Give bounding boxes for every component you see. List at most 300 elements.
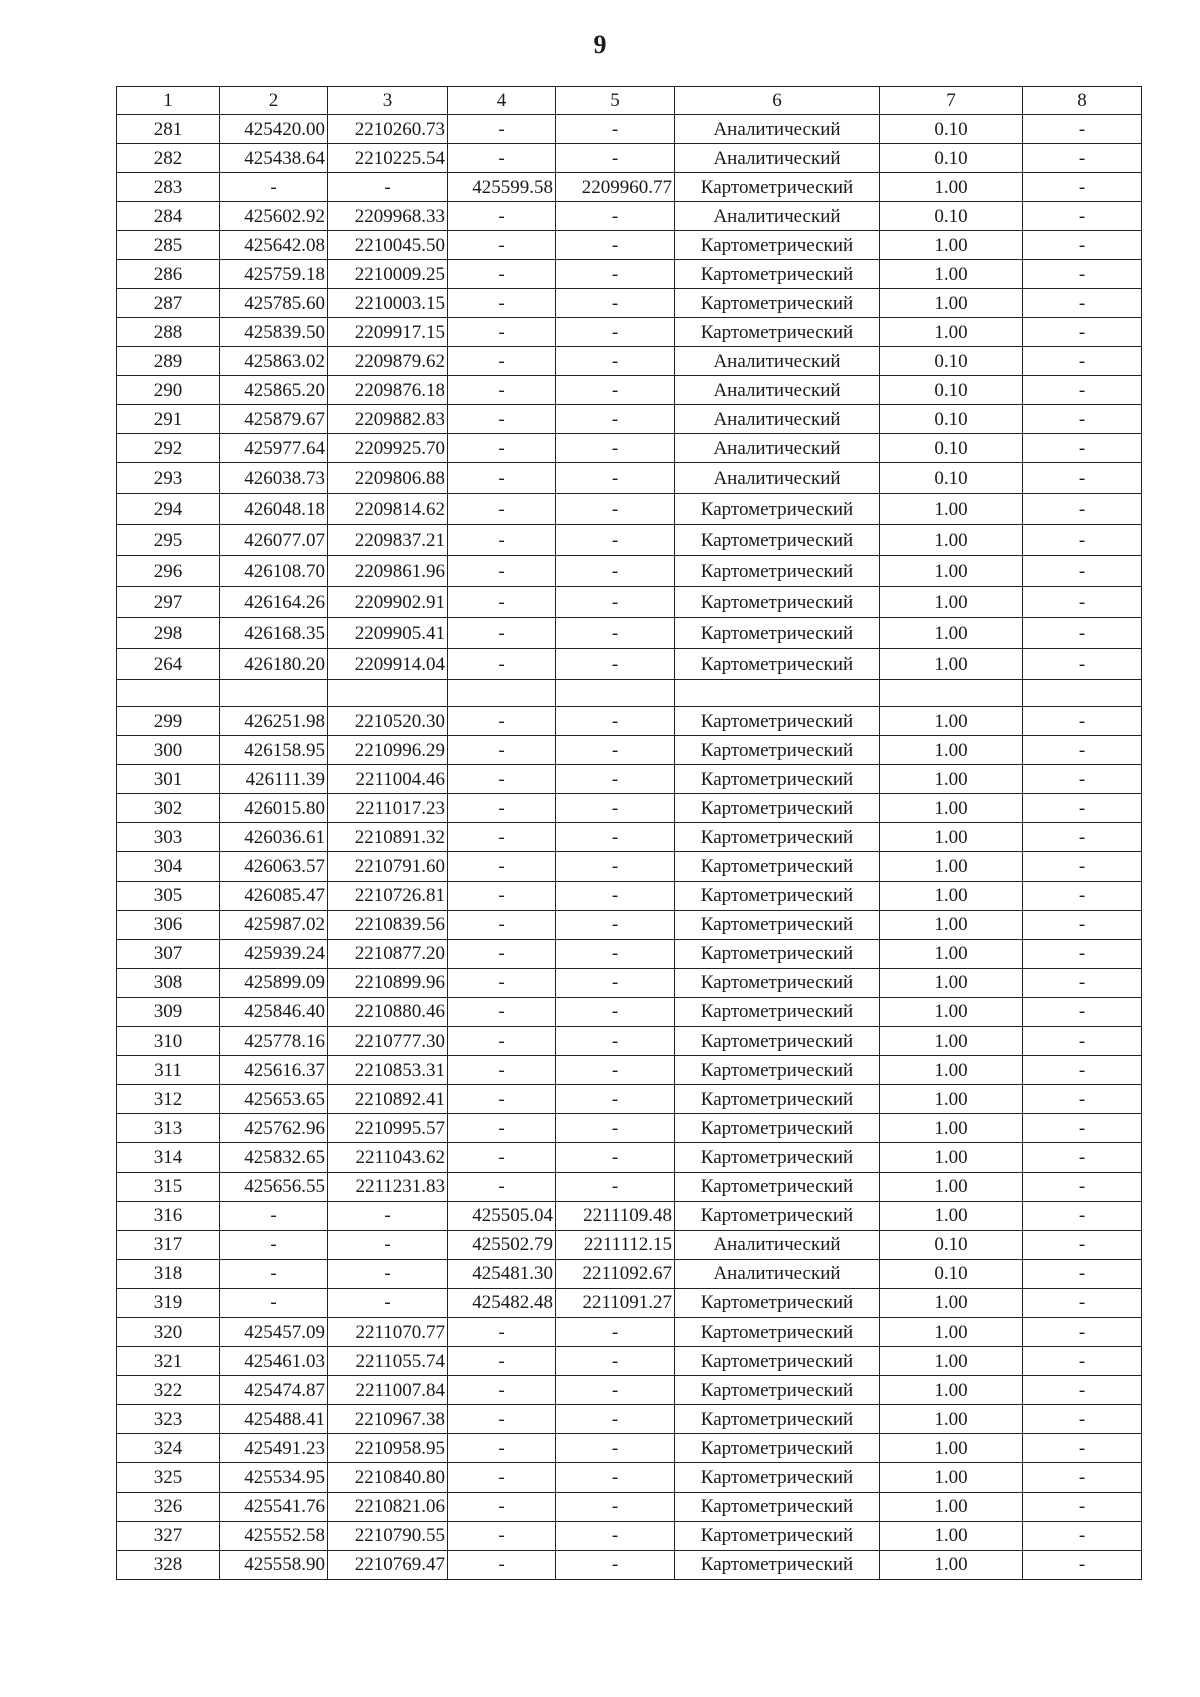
point-number-cell: 294 (117, 494, 220, 525)
note-cell: - (1023, 587, 1142, 618)
method-cell: Картометрический (675, 881, 880, 910)
y-new-cell: - (556, 1550, 675, 1579)
y-new-cell: - (556, 939, 675, 968)
accuracy-cell: 1.00 (880, 231, 1023, 260)
x-coordinate-cell: 426111.39 (220, 765, 328, 794)
y-coordinate-cell: - (328, 1288, 448, 1317)
table-row (117, 1347, 1142, 1376)
accuracy-cell: 0.10 (880, 376, 1023, 405)
column-header-1: 1 (117, 87, 220, 115)
point-number-cell: 287 (117, 289, 220, 318)
x-coordinate-cell: 425534.95 (220, 1463, 328, 1492)
method-cell: Аналитический (675, 347, 880, 376)
y-new-cell: - (556, 1027, 675, 1056)
table-row (117, 1259, 1142, 1288)
method-cell: Картометрический (675, 823, 880, 852)
y-coordinate-cell: 2209905.41 (328, 618, 448, 649)
table-row (117, 1027, 1142, 1056)
y-coordinate-cell: 2210009.25 (328, 260, 448, 289)
table-row (117, 1492, 1142, 1521)
note-cell: - (1023, 1056, 1142, 1085)
note-cell: - (1023, 823, 1142, 852)
method-cell: Картометрический (675, 1317, 880, 1346)
table-row (117, 1550, 1142, 1579)
x-coordinate-cell: 425863.02 (220, 347, 328, 376)
table-row (117, 347, 1142, 376)
point-number-cell: 323 (117, 1405, 220, 1434)
method-cell: Картометрический (675, 1201, 880, 1230)
point-number-cell: 291 (117, 405, 220, 434)
x-new-cell: - (448, 525, 556, 556)
table-row (117, 736, 1142, 765)
note-cell: - (1023, 997, 1142, 1026)
x-new-cell: - (448, 556, 556, 587)
y-coordinate-cell: 2209879.62 (328, 347, 448, 376)
table-row (117, 463, 1142, 494)
x-coordinate-cell: 425879.67 (220, 405, 328, 434)
x-coordinate-cell: 425778.16 (220, 1027, 328, 1056)
accuracy-cell: 1.00 (880, 1492, 1023, 1521)
note-cell: - (1023, 1463, 1142, 1492)
x-new-cell: - (448, 202, 556, 231)
x-new-cell: 425481.30 (448, 1259, 556, 1288)
y-new-cell: - (556, 463, 675, 494)
y-new-cell: - (556, 1463, 675, 1492)
y-coordinate-cell: 2211070.77 (328, 1317, 448, 1346)
y-coordinate-cell: 2210880.46 (328, 997, 448, 1026)
x-coordinate-cell: - (220, 1288, 328, 1317)
note-cell: - (1023, 1492, 1142, 1521)
accuracy-cell: 0.10 (880, 1259, 1023, 1288)
accuracy-cell: 1.00 (880, 1550, 1023, 1579)
x-new-cell: - (448, 939, 556, 968)
accuracy-cell: 0.10 (880, 144, 1023, 173)
y-new-cell: - (556, 852, 675, 881)
y-new-cell: - (556, 231, 675, 260)
note-cell: - (1023, 1114, 1142, 1143)
note-cell: - (1023, 736, 1142, 765)
accuracy-cell: 1.00 (880, 910, 1023, 939)
x-coordinate-cell: - (220, 1259, 328, 1288)
x-coordinate-cell (220, 680, 328, 707)
y-new-cell: - (556, 202, 675, 231)
y-coordinate-cell: 2211004.46 (328, 765, 448, 794)
accuracy-cell: 1.00 (880, 1143, 1023, 1172)
x-coordinate-cell: 426168.35 (220, 618, 328, 649)
note-cell: - (1023, 494, 1142, 525)
note-cell: - (1023, 434, 1142, 463)
accuracy-cell (880, 680, 1023, 707)
x-new-cell: 425505.04 (448, 1201, 556, 1230)
x-coordinate-cell: 425474.87 (220, 1376, 328, 1405)
table-row (117, 823, 1142, 852)
y-coordinate-cell: 2210791.60 (328, 852, 448, 881)
note-cell (1023, 680, 1142, 707)
x-coordinate-cell: 426180.20 (220, 649, 328, 680)
y-new-cell: - (556, 494, 675, 525)
point-number-cell: 298 (117, 618, 220, 649)
y-new-cell: - (556, 1114, 675, 1143)
method-cell: Картометрический (675, 1114, 880, 1143)
method-cell (675, 680, 880, 707)
page-number: 9 (593, 30, 607, 59)
accuracy-cell: 1.00 (880, 707, 1023, 736)
x-new-cell: - (448, 144, 556, 173)
y-new-cell: - (556, 1317, 675, 1346)
note-cell: - (1023, 1317, 1142, 1346)
y-coordinate-cell: 2210821.06 (328, 1492, 448, 1521)
y-coordinate-cell: 2210045.50 (328, 231, 448, 260)
note-cell: - (1023, 115, 1142, 144)
note-cell: - (1023, 1230, 1142, 1259)
method-cell: Аналитический (675, 1259, 880, 1288)
y-coordinate-cell: 2210777.30 (328, 1027, 448, 1056)
point-number-cell: 307 (117, 939, 220, 968)
y-coordinate-cell: - (328, 173, 448, 202)
point-number-cell: 324 (117, 1434, 220, 1463)
y-coordinate-cell: 2210891.32 (328, 823, 448, 852)
y-coordinate-cell: 2209876.18 (328, 376, 448, 405)
y-new-cell: - (556, 649, 675, 680)
accuracy-cell: 1.00 (880, 1201, 1023, 1230)
method-cell: Картометрический (675, 173, 880, 202)
x-coordinate-cell: 425653.65 (220, 1085, 328, 1114)
x-new-cell: 425599.58 (448, 173, 556, 202)
x-coordinate-cell: 426015.80 (220, 794, 328, 823)
x-new-cell: - (448, 736, 556, 765)
x-new-cell: - (448, 1317, 556, 1346)
y-new-cell: 2211109.48 (556, 1201, 675, 1230)
method-cell: Картометрический (675, 939, 880, 968)
y-new-cell: - (556, 289, 675, 318)
y-new-cell: - (556, 1143, 675, 1172)
y-new-cell: - (556, 587, 675, 618)
x-coordinate-cell: 425491.23 (220, 1434, 328, 1463)
y-coordinate-cell: 2210790.55 (328, 1521, 448, 1550)
y-new-cell: - (556, 707, 675, 736)
x-coordinate-cell: - (220, 173, 328, 202)
x-new-cell: - (448, 997, 556, 1026)
note-cell: - (1023, 405, 1142, 434)
accuracy-cell: 1.00 (880, 1405, 1023, 1434)
table-row (117, 939, 1142, 968)
x-new-cell: - (448, 115, 556, 144)
y-new-cell: - (556, 1172, 675, 1201)
note-cell: - (1023, 463, 1142, 494)
y-new-cell: - (556, 736, 675, 765)
x-new-cell: - (448, 405, 556, 434)
accuracy-cell: 0.10 (880, 463, 1023, 494)
table-row (117, 144, 1142, 173)
note-cell: - (1023, 318, 1142, 347)
point-number-cell: 284 (117, 202, 220, 231)
y-coordinate-cell: 2210225.54 (328, 144, 448, 173)
y-new-cell: - (556, 260, 675, 289)
point-number-cell: 325 (117, 1463, 220, 1492)
y-new-cell (556, 680, 675, 707)
table-row (117, 376, 1142, 405)
y-new-cell: 2211112.15 (556, 1230, 675, 1259)
point-number-cell: 327 (117, 1521, 220, 1550)
table-row (117, 494, 1142, 525)
y-coordinate-cell: 2209902.91 (328, 587, 448, 618)
point-number-cell: 315 (117, 1172, 220, 1201)
point-number-cell: 326 (117, 1492, 220, 1521)
method-cell: Аналитический (675, 376, 880, 405)
accuracy-cell: 1.00 (880, 1347, 1023, 1376)
x-new-cell: - (448, 1550, 556, 1579)
note-cell: - (1023, 202, 1142, 231)
x-coordinate-cell: 425541.76 (220, 1492, 328, 1521)
y-new-cell: - (556, 115, 675, 144)
y-coordinate-cell: 2209914.04 (328, 649, 448, 680)
y-coordinate-cell: 2211231.83 (328, 1172, 448, 1201)
accuracy-cell: 1.00 (880, 765, 1023, 794)
table-row (117, 1085, 1142, 1114)
x-new-cell: - (448, 794, 556, 823)
method-cell: Картометрический (675, 318, 880, 347)
x-coordinate-cell: 426108.70 (220, 556, 328, 587)
point-number-cell: 322 (117, 1376, 220, 1405)
note-cell: - (1023, 1201, 1142, 1230)
y-coordinate-cell: 2210892.41 (328, 1085, 448, 1114)
method-cell: Картометрический (675, 1172, 880, 1201)
point-number-cell: 321 (117, 1347, 220, 1376)
accuracy-cell: 0.10 (880, 347, 1023, 376)
x-new-cell: - (448, 1521, 556, 1550)
x-new-cell: - (448, 289, 556, 318)
note-cell: - (1023, 707, 1142, 736)
column-header-2: 2 (220, 87, 328, 115)
x-new-cell (448, 680, 556, 707)
x-new-cell: - (448, 260, 556, 289)
note-cell: - (1023, 1027, 1142, 1056)
y-coordinate-cell: - (328, 1201, 448, 1230)
x-coordinate-cell: 425839.50 (220, 318, 328, 347)
accuracy-cell: 1.00 (880, 1463, 1023, 1492)
note-cell: - (1023, 1143, 1142, 1172)
note-cell: - (1023, 173, 1142, 202)
y-coordinate-cell: 2209814.62 (328, 494, 448, 525)
point-number-cell: 319 (117, 1288, 220, 1317)
table-row (117, 1463, 1142, 1492)
note-cell: - (1023, 1405, 1142, 1434)
accuracy-cell: 1.00 (880, 1434, 1023, 1463)
y-new-cell: - (556, 1056, 675, 1085)
accuracy-cell: 1.00 (880, 1114, 1023, 1143)
x-new-cell: - (448, 1143, 556, 1172)
method-cell: Аналитический (675, 434, 880, 463)
method-cell: Аналитический (675, 202, 880, 231)
table-row (117, 405, 1142, 434)
x-new-cell: - (448, 618, 556, 649)
method-cell: Картометрический (675, 1521, 880, 1550)
note-cell: - (1023, 968, 1142, 997)
accuracy-cell: 1.00 (880, 794, 1023, 823)
x-new-cell: - (448, 1434, 556, 1463)
x-new-cell: - (448, 1114, 556, 1143)
x-coordinate-cell: 426077.07 (220, 525, 328, 556)
y-coordinate-cell: 2210003.15 (328, 289, 448, 318)
x-coordinate-cell: 425420.00 (220, 115, 328, 144)
accuracy-cell: 1.00 (880, 525, 1023, 556)
method-cell: Картометрический (675, 910, 880, 939)
table-row (117, 1143, 1142, 1172)
x-coordinate-cell: 425457.09 (220, 1317, 328, 1346)
accuracy-cell: 1.00 (880, 852, 1023, 881)
method-cell: Картометрический (675, 765, 880, 794)
y-new-cell: 2209960.77 (556, 173, 675, 202)
x-coordinate-cell: 426164.26 (220, 587, 328, 618)
x-coordinate-cell: 425865.20 (220, 376, 328, 405)
y-new-cell: - (556, 881, 675, 910)
method-cell: Картометрический (675, 707, 880, 736)
note-cell: - (1023, 289, 1142, 318)
x-new-cell: - (448, 434, 556, 463)
accuracy-cell: 1.00 (880, 823, 1023, 852)
point-number-cell: 301 (117, 765, 220, 794)
method-cell: Картометрический (675, 736, 880, 765)
table-row (117, 173, 1142, 202)
method-cell: Картометрический (675, 289, 880, 318)
point-number-cell: 300 (117, 736, 220, 765)
table-row (117, 1056, 1142, 1085)
point-number-cell: 299 (117, 707, 220, 736)
point-number-cell: 312 (117, 1085, 220, 1114)
x-new-cell: - (448, 1463, 556, 1492)
accuracy-cell: 1.00 (880, 289, 1023, 318)
table-row (117, 1172, 1142, 1201)
note-cell: - (1023, 852, 1142, 881)
x-new-cell: - (448, 1085, 556, 1114)
table-row-empty (117, 680, 1142, 707)
x-new-cell: - (448, 881, 556, 910)
note-cell: - (1023, 1288, 1142, 1317)
table-row (117, 618, 1142, 649)
y-coordinate-cell: 2210877.20 (328, 939, 448, 968)
note-cell: - (1023, 1172, 1142, 1201)
x-new-cell: 425482.48 (448, 1288, 556, 1317)
y-new-cell: - (556, 997, 675, 1026)
method-cell: Картометрический (675, 1434, 880, 1463)
x-coordinate-cell: 426158.95 (220, 736, 328, 765)
y-new-cell: - (556, 144, 675, 173)
table-row (117, 260, 1142, 289)
accuracy-cell: 1.00 (880, 1027, 1023, 1056)
point-number-cell: 303 (117, 823, 220, 852)
point-number-cell: 328 (117, 1550, 220, 1579)
y-new-cell: - (556, 556, 675, 587)
accuracy-cell: 1.00 (880, 556, 1023, 587)
table-row (117, 794, 1142, 823)
accuracy-cell: 1.00 (880, 881, 1023, 910)
y-new-cell: 2211091.27 (556, 1288, 675, 1317)
x-coordinate-cell: 426085.47 (220, 881, 328, 910)
y-new-cell: - (556, 618, 675, 649)
method-cell: Картометрический (675, 1085, 880, 1114)
point-number-cell: 309 (117, 997, 220, 1026)
accuracy-cell: 0.10 (880, 434, 1023, 463)
x-coordinate-cell: 425987.02 (220, 910, 328, 939)
y-coordinate-cell: 2210260.73 (328, 115, 448, 144)
table-row (117, 881, 1142, 910)
x-coordinate-cell: 425846.40 (220, 997, 328, 1026)
accuracy-cell: 1.00 (880, 1085, 1023, 1114)
method-cell: Аналитический (675, 463, 880, 494)
x-coordinate-cell: 425642.08 (220, 231, 328, 260)
point-number-cell: 320 (117, 1317, 220, 1346)
point-number-cell: 290 (117, 376, 220, 405)
method-cell: Картометрический (675, 1027, 880, 1056)
x-new-cell: - (448, 649, 556, 680)
x-new-cell: - (448, 1172, 556, 1201)
accuracy-cell: 1.00 (880, 1172, 1023, 1201)
y-new-cell: - (556, 347, 675, 376)
method-cell: Картометрический (675, 1492, 880, 1521)
table-row (117, 765, 1142, 794)
table-row (117, 1201, 1142, 1230)
accuracy-cell: 1.00 (880, 1521, 1023, 1550)
accuracy-cell: 1.00 (880, 173, 1023, 202)
table-row (117, 997, 1142, 1026)
y-new-cell: - (556, 1347, 675, 1376)
y-new-cell: - (556, 1405, 675, 1434)
x-coordinate-cell: 425939.24 (220, 939, 328, 968)
accuracy-cell: 1.00 (880, 587, 1023, 618)
x-coordinate-cell: 425488.41 (220, 1405, 328, 1434)
table-row (117, 1521, 1142, 1550)
point-number-cell: 310 (117, 1027, 220, 1056)
header-row (117, 87, 1142, 115)
x-new-cell: - (448, 910, 556, 939)
table-row (117, 968, 1142, 997)
y-new-cell: 2211092.67 (556, 1259, 675, 1288)
point-number-cell: 314 (117, 1143, 220, 1172)
method-cell: Картометрический (675, 1376, 880, 1405)
note-cell: - (1023, 939, 1142, 968)
point-number-cell: 306 (117, 910, 220, 939)
table-row (117, 231, 1142, 260)
point-number-cell: 318 (117, 1259, 220, 1288)
accuracy-cell: 1.00 (880, 1376, 1023, 1405)
point-number-cell: 282 (117, 144, 220, 173)
point-number-cell: 317 (117, 1230, 220, 1259)
table-row (117, 587, 1142, 618)
x-coordinate-cell: - (220, 1230, 328, 1259)
method-cell: Картометрический (675, 1347, 880, 1376)
y-new-cell: - (556, 765, 675, 794)
y-coordinate-cell: 2210996.29 (328, 736, 448, 765)
y-coordinate-cell: 2209861.96 (328, 556, 448, 587)
x-new-cell: - (448, 823, 556, 852)
method-cell: Картометрический (675, 494, 880, 525)
table-row (117, 556, 1142, 587)
method-cell: Аналитический (675, 405, 880, 434)
x-coordinate-cell: 426063.57 (220, 852, 328, 881)
y-new-cell: - (556, 968, 675, 997)
y-coordinate-cell: 2211017.23 (328, 794, 448, 823)
point-number-cell: 283 (117, 173, 220, 202)
point-number-cell: 305 (117, 881, 220, 910)
note-cell: - (1023, 765, 1142, 794)
x-coordinate-cell: 425552.58 (220, 1521, 328, 1550)
y-new-cell: - (556, 1521, 675, 1550)
x-new-cell: - (448, 318, 556, 347)
note-cell: - (1023, 910, 1142, 939)
column-header-4: 4 (448, 87, 556, 115)
y-coordinate-cell (328, 680, 448, 707)
y-coordinate-cell: 2209837.21 (328, 525, 448, 556)
